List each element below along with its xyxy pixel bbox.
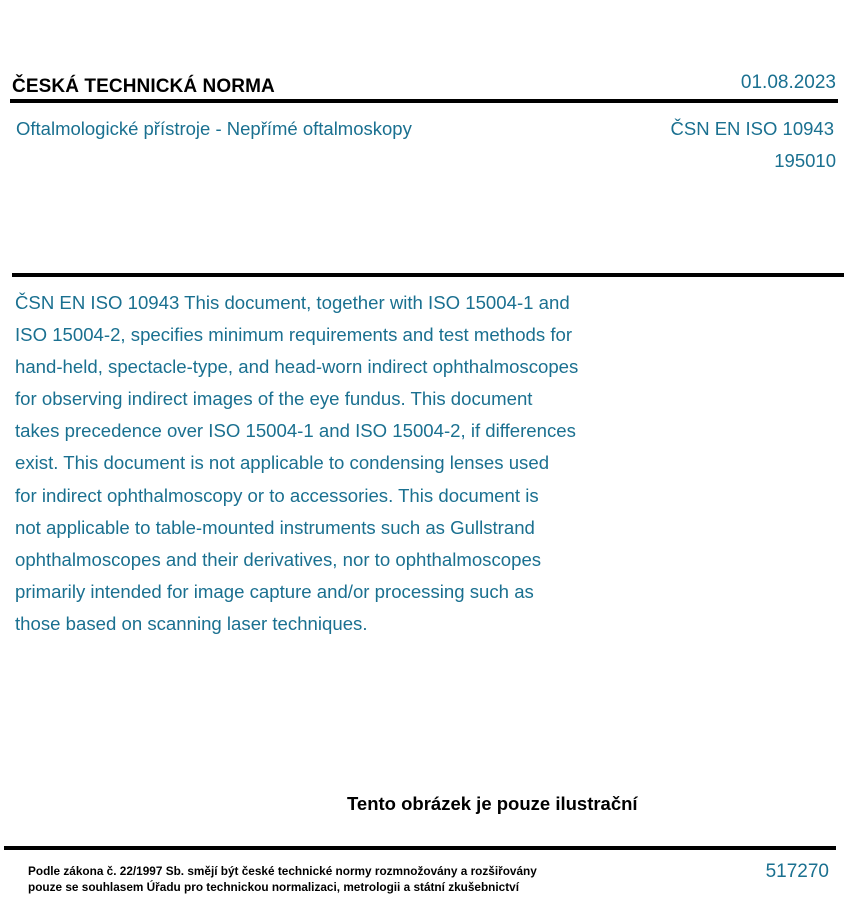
abstract-line: ISO 15004-2, specifies minimum requirements and test methods for	[15, 324, 573, 346]
legal-line: Podle zákona č. 22/1997 Sb. smějí být české technické normy rozmnožovány a rozšiřovány	[28, 864, 537, 878]
legal-line: pouze se souhlasem Úřadu pro technickou normalizaci, metrologii a státní zkušebnictví	[28, 880, 519, 894]
classification-number: 195010	[774, 150, 836, 171]
abstract-line: ČSN EN ISO 10943 This document, together with ISO 15004-1 and	[15, 292, 570, 313]
abstract-line: for indirect ophthalmoscopy or to accessories. This document is	[15, 484, 539, 506]
legal-notice	[28, 863, 537, 895]
abstract-line: primarily intended for image capture and/or processing such as	[15, 580, 534, 602]
abstract-divider	[12, 273, 844, 277]
standard-heading: ČESKÁ TECHNICKÁ NORMA	[12, 76, 275, 97]
abstract-line: those based on scanning laser techniques.	[15, 612, 368, 634]
abstract-text	[15, 287, 675, 640]
footer-divider	[4, 846, 836, 850]
abstract-line: for observing indirect images of the eye fundus. This document	[15, 388, 533, 410]
abstract-line: takes precedence over ISO 15004-1 and ISO 15004-2, if differences	[15, 420, 576, 442]
document-number: 517270	[765, 861, 829, 882]
publication-date: 01.08.2023	[740, 72, 836, 93]
standard-code: ČSN EN ISO 10943	[670, 118, 834, 139]
illustration-notice: Tento obrázek je pouze ilustrační	[347, 793, 638, 814]
header-divider	[10, 99, 838, 103]
abstract-line: ophthalmoscopes and their derivatives, nor to ophthalmoscopes	[15, 548, 542, 570]
abstract-line: exist. This document is not applicable to condensing lenses used	[15, 452, 550, 474]
abstract-line: not applicable to table-mounted instruments such as Gullstrand	[15, 516, 535, 538]
abstract-line: hand-held, spectacle-type, and head-worn indirect ophthalmoscopes	[15, 356, 579, 378]
standard-title: Oftalmologické přístroje - Nepřímé oftalmoskopy	[16, 118, 412, 139]
